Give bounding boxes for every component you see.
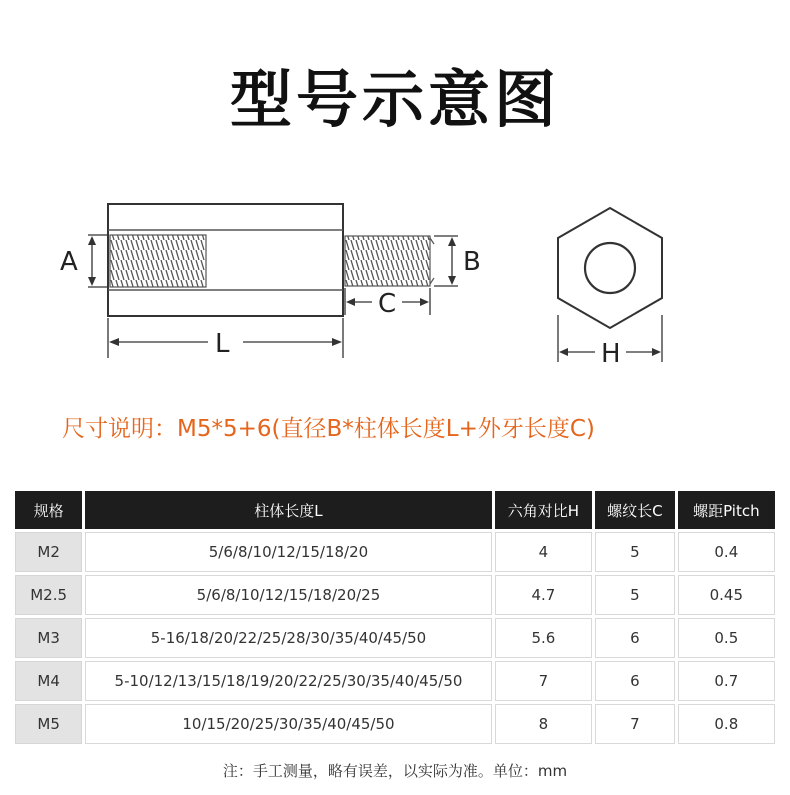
external-thread bbox=[345, 236, 434, 286]
cell-thread-length: 7 bbox=[595, 704, 675, 744]
dimension-l bbox=[108, 318, 343, 359]
header-pitch: 螺距Pitch bbox=[678, 491, 775, 529]
cell-spec: M2 bbox=[15, 532, 82, 572]
label-b: B bbox=[463, 247, 481, 277]
cell-pitch: 0.45 bbox=[678, 575, 775, 615]
cell-hex-width: 4.7 bbox=[495, 575, 592, 615]
table-row bbox=[15, 618, 775, 658]
cell-body-length: 5/6/8/10/12/15/18/20 bbox=[85, 532, 491, 572]
header-body-length: 柱体长度L bbox=[85, 491, 491, 529]
page-title: 型号示意图 bbox=[229, 63, 560, 136]
header-thread-length: 螺纹长C bbox=[595, 491, 675, 529]
dimension-caption: 尺寸说明：M5*5+6(直径B*柱体长度L+外牙长度C) bbox=[62, 416, 595, 442]
table-row bbox=[15, 575, 775, 615]
cell-thread-length: 5 bbox=[595, 532, 675, 572]
label-a: A bbox=[60, 247, 78, 277]
table-header-row bbox=[15, 491, 775, 529]
label-c: C bbox=[378, 289, 397, 319]
cell-pitch: 0.5 bbox=[678, 618, 775, 658]
cell-spec: M3 bbox=[15, 618, 82, 658]
header-hex-width: 六角对比H bbox=[495, 491, 592, 529]
cell-thread-length: 6 bbox=[595, 618, 675, 658]
table-row bbox=[15, 532, 775, 572]
cell-hex-width: 4 bbox=[495, 532, 592, 572]
cell-hex-width: 7 bbox=[495, 661, 592, 701]
cell-body-length: 5/6/8/10/12/15/18/20/25 bbox=[85, 575, 491, 615]
hexagon-end-view bbox=[558, 208, 662, 328]
cell-hex-width: 5.6 bbox=[495, 618, 592, 658]
dimension-b bbox=[434, 236, 481, 286]
table-row bbox=[15, 661, 775, 701]
measurement-note: 注：手工测量，略有误差，以实际为准。单位：mm bbox=[222, 762, 568, 780]
label-l: L bbox=[215, 329, 230, 359]
spec-table bbox=[12, 488, 778, 747]
standoff-diagram bbox=[0, 190, 790, 390]
cell-body-length: 5-16/18/20/22/25/28/30/35/40/45/50 bbox=[85, 618, 491, 658]
cell-hex-width: 8 bbox=[495, 704, 592, 744]
cell-body-length: 10/15/20/25/30/35/40/45/50 bbox=[85, 704, 491, 744]
dimension-c bbox=[345, 288, 430, 319]
cell-pitch: 0.4 bbox=[678, 532, 775, 572]
cell-thread-length: 5 bbox=[595, 575, 675, 615]
standoff-body bbox=[108, 204, 343, 316]
cell-pitch: 0.7 bbox=[678, 661, 775, 701]
label-h: H bbox=[601, 339, 621, 369]
cell-body-length: 5-10/12/13/15/18/19/20/22/25/30/35/40/45/50 bbox=[85, 661, 491, 701]
table-row bbox=[15, 704, 775, 744]
cell-thread-length: 6 bbox=[595, 661, 675, 701]
header-spec: 规格 bbox=[15, 491, 82, 529]
cell-spec: M2.5 bbox=[15, 575, 82, 615]
dimension-a bbox=[60, 235, 108, 287]
cell-pitch: 0.8 bbox=[678, 704, 775, 744]
cell-spec: M5 bbox=[15, 704, 82, 744]
cell-spec: M4 bbox=[15, 661, 82, 701]
